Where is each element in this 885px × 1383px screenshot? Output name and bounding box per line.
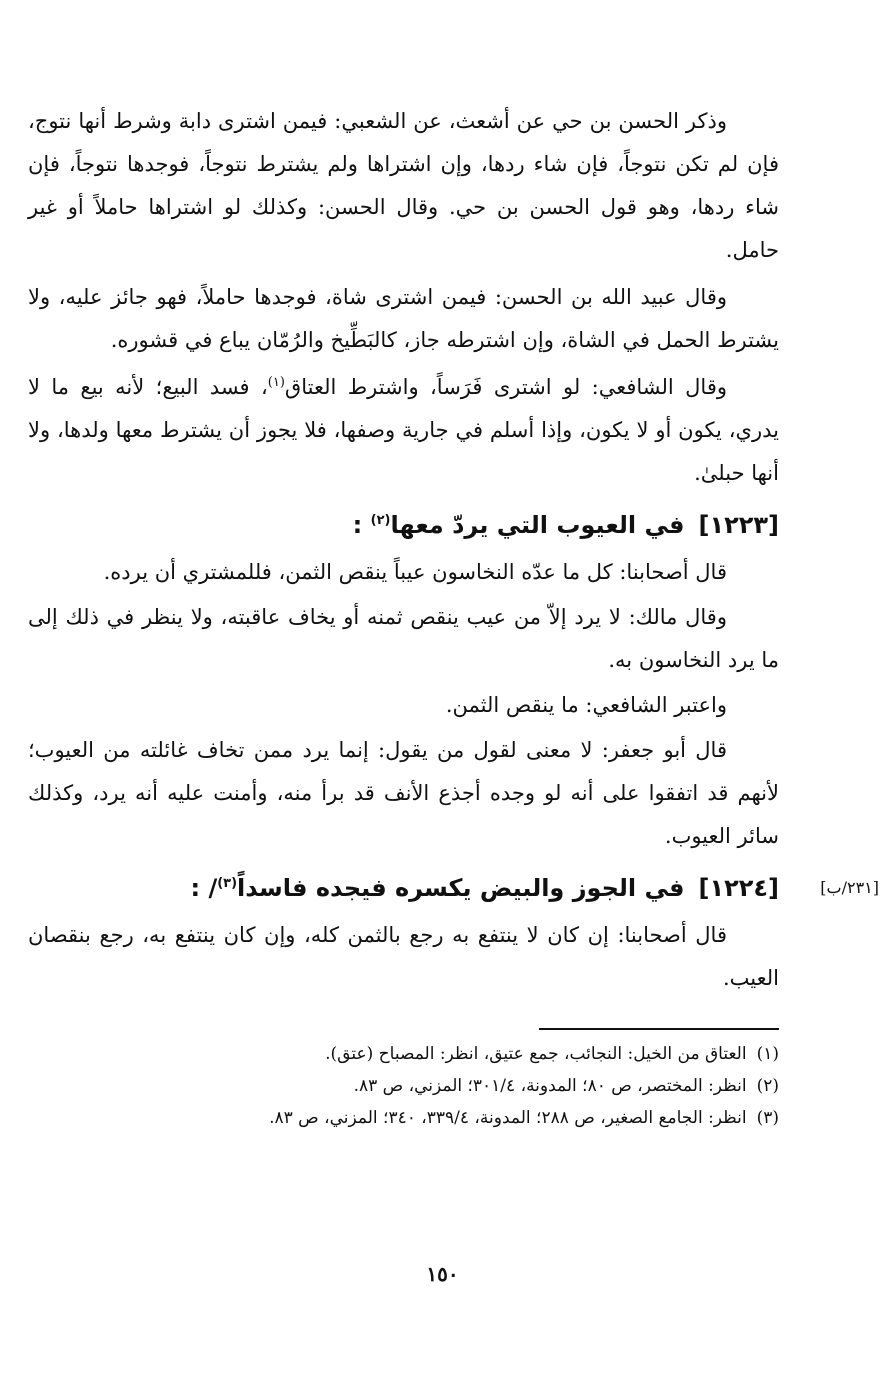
section-heading-wrap [28,866,879,910]
paragraph: وقال مالك: لا يرد إلاّ من عيب ينقص ثمنه أو يخاف عاقبته، ولا ينظر في ذلك إلى ما يرد النخاسون به. [28,605,779,672]
footnote [28,1038,779,1070]
footnote-ref[interactable]: (١) [267,375,285,390]
footnote-text: انظر: الجامع الصغير، ص ٢٨٨؛ المدونة، ٣٣٩/٤، ٣٤٠؛ المزني، ص ٨٣. [269,1108,747,1128]
paragraph [28,366,779,495]
paragraph: واعتبر الشافعي: ما ينقص الثمن. [445,693,727,717]
footnote-ref[interactable]: (٣) [217,876,238,891]
paragraph: وقال عبيد الله بن الحسن: فيمن اشترى شاة، فوجدها حاملاً، فهو جائز عليه، ولا يشترط الحمل في الشاة، وإن اشترطه جاز، كالبَطِّيخ والرُمّان يباع في قشوره. [28,285,779,352]
footnote-separator [539,1028,779,1030]
footnote-mark: (١) [756,1044,779,1064]
footnote-text: انظر: المختصر، ص ٨٠؛ المدونة، ٣٠١/٤؛ المزني، ص ٨٣. [353,1076,747,1096]
footnote-mark: (٢) [756,1076,779,1096]
heading-tail: : [352,511,371,539]
paragraph: قال أصحابنا: إن كان لا ينتفع به رجع بالثمن كله، وإن كان ينتفع به، رجع بنقصان العيب. [28,923,779,990]
section-number: [١٢٢٣] [698,511,779,539]
section-heading [28,866,879,910]
footnote-mark: (٣) [756,1108,779,1128]
page-number: ١٥٠ [426,1262,459,1286]
section-title: في العيوب التي يردّ معها [390,511,685,539]
heading-tail: / : [190,874,218,902]
footnote-text: العتاق من الخيل: النجائب، جمع عتيق، انظر: المصباح (عتق). [325,1044,747,1064]
margin-folio-ref: [٢٣١/ب] [820,878,879,897]
section-heading [28,503,779,547]
paragraph: قال أبو جعفر: لا معنى لقول من يقول: إنما يرد ممن تخاف غائلته من العيوب؛ لأنهم قد اتفقوا على أنه لو وجده أجذع الأنف قد برأ منه، وأمنت عليه أنه يرد، وكذلك سائر العيوب. [28,738,779,848]
paragraph: قال أصحابنا: كل ما عدّه النخاسون عيباً ينقص الثمن، فللمشتري أن يرده. [103,560,727,584]
section-number: [١٢٢٤] [698,874,779,902]
footnote [28,1102,779,1134]
paragraph: وذكر الحسن بن حي عن أشعث، عن الشعبي: فيمن اشترى دابة وشرط أنها نتوج، فإن لم تكن نتوجاً، فإن شاء ردها، وإن اشتراها ولم يشترط نتوجاً، فوجدها نتوجاً، فإن شاء ردها، وهو قول الحسن بن حي. وقال الحسن: وكذلك لو اشتراها حاملاً أو غير حامل. [28,109,779,262]
paragraph-text: ، فسد البيع؛ لأنه بيع ما لا يدري، يكون أو لا يكون، وإذا أسلم في جارية وصفها، فلا يجوز أن يشترط معها ولدها، ولا أنها حبلىٰ. [28,375,779,485]
footnote-ref[interactable]: (٢) [370,513,391,528]
paragraph-text: وقال الشافعي: لو اشترى فَرَساً، واشترط العتاق [284,375,727,399]
section-title: في الجوز والبيض يكسره فيجده فاسداً [237,874,685,902]
footnote [28,1070,779,1102]
